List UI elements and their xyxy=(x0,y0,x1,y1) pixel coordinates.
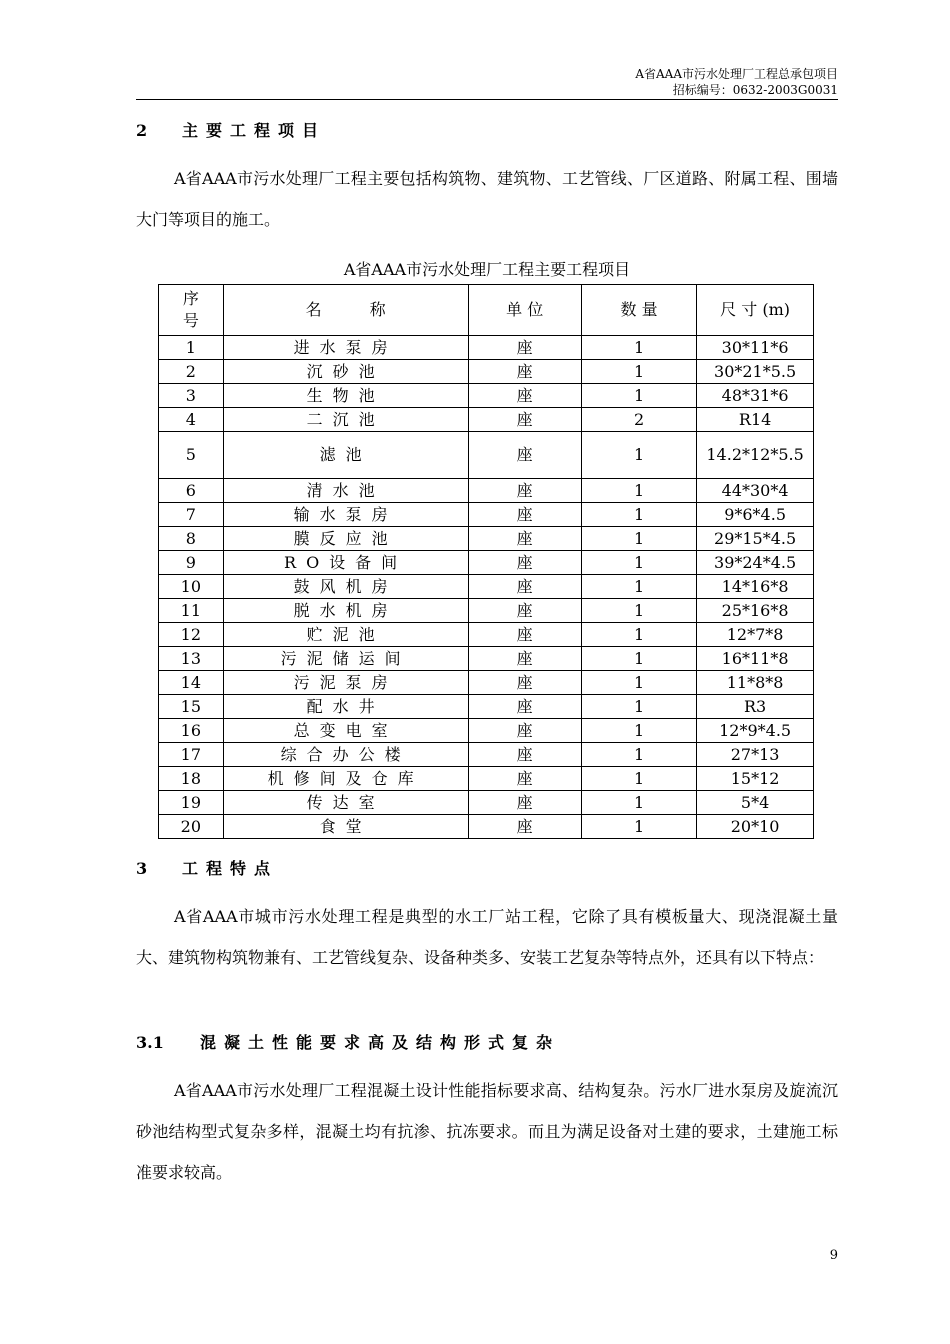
row-unit: 座 xyxy=(468,743,581,767)
row-size: 5*4 xyxy=(697,791,814,815)
row-name: 生物池 xyxy=(223,384,468,408)
row-index: 15 xyxy=(159,695,224,719)
row-quantity: 1 xyxy=(581,384,696,408)
row-index: 2 xyxy=(159,360,224,384)
row-quantity: 1 xyxy=(581,360,696,384)
table-row xyxy=(159,575,814,599)
row-index: 8 xyxy=(159,527,224,551)
row-index: 9 xyxy=(159,551,224,575)
row-size: 12*7*8 xyxy=(697,623,814,647)
table-header-row xyxy=(159,285,814,336)
row-quantity: 1 xyxy=(581,671,696,695)
row-quantity: 1 xyxy=(581,527,696,551)
table-row xyxy=(159,527,814,551)
row-size: 25*16*8 xyxy=(697,599,814,623)
row-unit: 座 xyxy=(468,336,581,360)
page-number: 9 xyxy=(829,1248,838,1263)
table-row xyxy=(159,551,814,575)
section-3-heading xyxy=(136,856,278,879)
row-size: 30*21*5.5 xyxy=(697,360,814,384)
row-unit: 座 xyxy=(468,647,581,671)
row-name: RO设备间 xyxy=(223,551,468,575)
table-row xyxy=(159,671,814,695)
row-name: 贮泥池 xyxy=(223,623,468,647)
row-size: 14*16*8 xyxy=(697,575,814,599)
row-index: 13 xyxy=(159,647,224,671)
section-3-1-paragraph: A省AAA市污水处理厂工程混凝土设计性能指标要求高、结构复杂。污水厂进水泵房及旋流沉砂池结构型式复杂多样，混凝土均有抗渗、抗冻要求。而且为满足设备对土建的要求，土建施工标准要求较高。 xyxy=(136,1081,838,1182)
header-project-title: A省AAA市污水处理厂工程总承包项目 xyxy=(635,67,838,81)
section-2-paragraph: A省AAA市污水处理厂工程主要包括构筑物、建筑物、工艺管线、厂区道路、附属工程、围墙大门等项目的施工。 xyxy=(136,169,838,229)
row-size: 14.2*12*5.5 xyxy=(697,432,814,479)
row-index: 12 xyxy=(159,623,224,647)
header-divider xyxy=(136,99,838,100)
header-cell-name: 名 称 xyxy=(223,285,468,336)
table-row xyxy=(159,599,814,623)
row-name: 膜反应池 xyxy=(223,527,468,551)
header-cell-unit: 单 位 xyxy=(468,285,581,336)
row-index: 18 xyxy=(159,767,224,791)
row-size: 30*11*6 xyxy=(697,336,814,360)
table-row xyxy=(159,743,814,767)
row-size: 15*12 xyxy=(697,767,814,791)
row-quantity: 1 xyxy=(581,503,696,527)
table-row xyxy=(159,408,814,432)
page-header xyxy=(635,66,838,98)
table-caption: A省AAA市污水处理厂工程主要工程项目 xyxy=(343,260,631,279)
row-name: 沉砂池 xyxy=(223,360,468,384)
row-unit: 座 xyxy=(468,599,581,623)
row-index: 19 xyxy=(159,791,224,815)
row-name: 传达室 xyxy=(223,791,468,815)
row-unit: 座 xyxy=(468,408,581,432)
table-row xyxy=(159,432,814,479)
table-row xyxy=(159,815,814,839)
row-name: 进水泵房 xyxy=(223,336,468,360)
row-name: 脱水机房 xyxy=(223,599,468,623)
row-index: 17 xyxy=(159,743,224,767)
row-name: 综合办公楼 xyxy=(223,743,468,767)
row-size: 20*10 xyxy=(697,815,814,839)
row-name: 机修间及仓库 xyxy=(223,767,468,791)
row-size: 16*11*8 xyxy=(697,647,814,671)
row-index: 3 xyxy=(159,384,224,408)
row-unit: 座 xyxy=(468,503,581,527)
row-index: 16 xyxy=(159,719,224,743)
section-2-number: 2 xyxy=(136,121,148,140)
row-unit: 座 xyxy=(468,719,581,743)
row-index: 7 xyxy=(159,503,224,527)
table-row xyxy=(159,503,814,527)
row-quantity: 1 xyxy=(581,791,696,815)
section-2-heading xyxy=(136,118,326,141)
section-2-title: 主要工程项目 xyxy=(182,121,327,140)
row-unit: 座 xyxy=(468,575,581,599)
header-cell-quantity: 数 量 xyxy=(581,285,696,336)
row-name: 污泥泵房 xyxy=(223,671,468,695)
row-quantity: 1 xyxy=(581,599,696,623)
header-cell-index: 序 号 xyxy=(159,285,224,336)
row-index: 6 xyxy=(159,479,224,503)
row-unit: 座 xyxy=(468,384,581,408)
row-quantity: 2 xyxy=(581,408,696,432)
row-quantity: 1 xyxy=(581,767,696,791)
section-3-title: 工程特点 xyxy=(182,859,279,878)
row-unit: 座 xyxy=(468,432,581,479)
header-cell-size: 尺 寸 (m) xyxy=(697,285,814,336)
row-size: 9*6*4.5 xyxy=(697,503,814,527)
row-quantity: 1 xyxy=(581,479,696,503)
section-3-1-number: 3.1 xyxy=(136,1033,164,1052)
row-quantity: 1 xyxy=(581,623,696,647)
row-unit: 座 xyxy=(468,815,581,839)
row-index: 20 xyxy=(159,815,224,839)
row-unit: 座 xyxy=(468,360,581,384)
row-quantity: 1 xyxy=(581,551,696,575)
table-row xyxy=(159,479,814,503)
row-quantity: 1 xyxy=(581,575,696,599)
row-unit: 座 xyxy=(468,767,581,791)
table-row xyxy=(159,719,814,743)
row-name: 食堂 xyxy=(223,815,468,839)
row-quantity: 1 xyxy=(581,432,696,479)
section-3-1-heading xyxy=(136,1030,560,1053)
row-unit: 座 xyxy=(468,527,581,551)
row-unit: 座 xyxy=(468,551,581,575)
row-name: 鼓风机房 xyxy=(223,575,468,599)
row-name: 输水泵房 xyxy=(223,503,468,527)
section-3-paragraph: A省AAA市城市污水处理工程是典型的水工厂站工程，它除了具有模板量大、现浇混凝土量大、建筑物构筑物兼有、工艺管线复杂、设备种类多、安装工艺复杂等特点外，还具有以下特点： xyxy=(136,907,838,967)
row-index: 4 xyxy=(159,408,224,432)
row-size: 39*24*4.5 xyxy=(697,551,814,575)
row-unit: 座 xyxy=(468,791,581,815)
table-row xyxy=(159,384,814,408)
row-quantity: 1 xyxy=(581,719,696,743)
row-size: R3 xyxy=(697,695,814,719)
projects-table xyxy=(158,284,814,839)
row-name: 清水池 xyxy=(223,479,468,503)
row-name: 配水井 xyxy=(223,695,468,719)
table-row xyxy=(159,360,814,384)
row-name: 污泥储运间 xyxy=(223,647,468,671)
row-quantity: 1 xyxy=(581,743,696,767)
row-quantity: 1 xyxy=(581,695,696,719)
table-row xyxy=(159,647,814,671)
table-row xyxy=(159,336,814,360)
table-row xyxy=(159,791,814,815)
row-quantity: 1 xyxy=(581,815,696,839)
row-name: 总变电室 xyxy=(223,719,468,743)
row-unit: 座 xyxy=(468,695,581,719)
row-index: 5 xyxy=(159,432,224,479)
section-3-1-title: 混凝土性能要求高及结构形式复杂 xyxy=(200,1033,561,1052)
row-size: 11*8*8 xyxy=(697,671,814,695)
row-index: 10 xyxy=(159,575,224,599)
row-unit: 座 xyxy=(468,671,581,695)
row-unit: 座 xyxy=(468,623,581,647)
row-size: 48*31*6 xyxy=(697,384,814,408)
row-name: 滤池 xyxy=(223,432,468,479)
table-row xyxy=(159,623,814,647)
row-unit: 座 xyxy=(468,479,581,503)
row-index: 1 xyxy=(159,336,224,360)
row-size: 29*15*4.5 xyxy=(697,527,814,551)
section-3-number: 3 xyxy=(136,859,148,878)
row-index: 14 xyxy=(159,671,224,695)
row-quantity: 1 xyxy=(581,647,696,671)
table-row xyxy=(159,767,814,791)
row-quantity: 1 xyxy=(581,336,696,360)
table-row xyxy=(159,695,814,719)
header-bid-number: 招标编号：0632-2003G0031 xyxy=(672,83,838,97)
row-name: 二沉池 xyxy=(223,408,468,432)
row-size: 12*9*4.5 xyxy=(697,719,814,743)
row-size: 44*30*4 xyxy=(697,479,814,503)
row-size: R14 xyxy=(697,408,814,432)
row-size: 27*13 xyxy=(697,743,814,767)
row-index: 11 xyxy=(159,599,224,623)
